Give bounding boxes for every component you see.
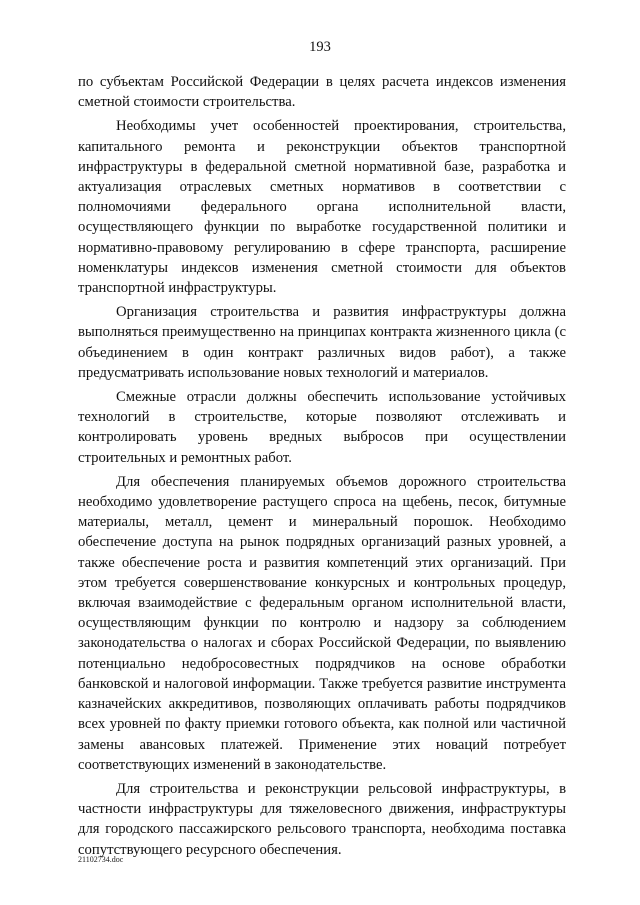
document-body [78,72,566,864]
paragraph: Необходимы учет особенностей проектирования, строительства, капитального ремонта и реконструкции объектов транспортной инфраструктуры в федеральной сметной нормативной базе, разработка и актуализация отраслевых сметных нормативов в соответствии с полномочиями федерального органа исполнительной власти, осуществляющего функции по выработке государственной политики и нормативно-правовому регулированию в сфере транспорта, расширение номенклатуры индексов изменения сметной стоимости для объектов транспортной инфраструктуры. [78,118,566,297]
paragraph: Для обеспечения планируемых объемов дорожного строительства необходимо удовлетворение растущего спроса на щебень, песок, битумные материалы, металл, цемент и минеральный порошок. Необходимо обеспечение доступа на рынок подрядных организаций разных уровней, а также обеспечение роста и развития компетенций этих организаций. При этом требуется совершенствование конкурсных и контрольных процедур, включая взаимодействие с федеральным органом исполнительной власти, осуществляющим функции по контролю и надзору за соблюдением законодательства о налогах и сборах Российской Федерации, по выявлению потенциально недобросовестных подрядчиков на основе обработки банковской и налоговой информации. Также требуется развитие инструмента казначейских аккредитивов, позволяющих оплачивать работы подрядчиков всех уровней по факту приемки готового объекта, как полной или частичной замены авансовых платежей. Применение этих новаций потребует соответствующих изменений в законодательстве. [78,473,566,773]
paragraph-continued: по субъектам Российской Федерации в целях расчета индексов изменения сметной стоимости строительства. [78,74,566,111]
paragraph: Для строительства и реконструкции рельсовой инфраструктуры, в частности инфраструктуры для тяжеловесного движения, инфраструктуры для городского пассажирского рельсового транспорта, необходима поставка сопутствующего ресурсного обеспечения. [78,780,566,858]
footer-filename: 21102734.doc [78,855,124,864]
paragraph: Смежные отрасли должны обеспечить использование устойчивых технологий в строительстве, которые позволяют отслеживать и контролировать уровень вредных выбросов при осуществлении строительных и ремонтных работ. [78,389,566,466]
page-number: 193 [309,39,331,55]
paragraph: Организация строительства и развития инфраструктуры должна выполняться преимущественно на принципах контракта жизненного цикла (с объединением в один контракт различных видов работ), а также предусматривать использование новых технологий и материалов. [78,304,566,381]
